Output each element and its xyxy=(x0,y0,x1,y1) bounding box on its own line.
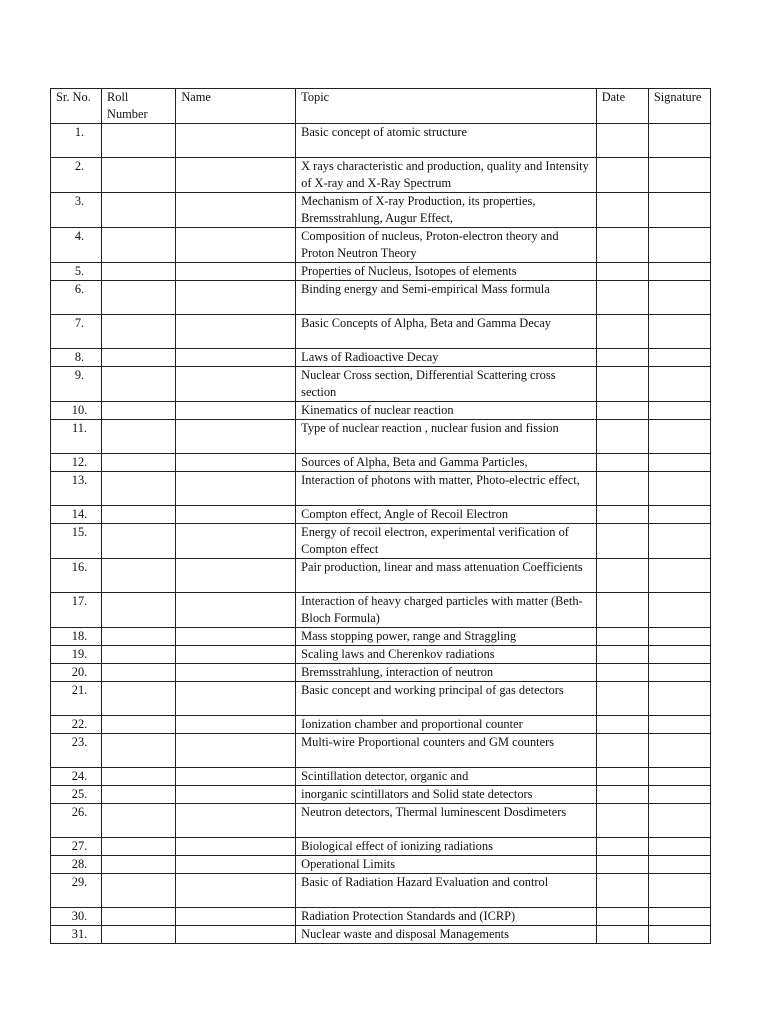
date-cell[interactable] xyxy=(596,454,648,472)
name-cell[interactable] xyxy=(176,524,296,559)
roll-number-cell[interactable] xyxy=(102,628,176,646)
roll-number-cell[interactable] xyxy=(102,768,176,786)
signature-cell[interactable] xyxy=(648,281,710,315)
topic-cell: Ionization chamber and proportional counter xyxy=(296,716,597,734)
date-cell[interactable] xyxy=(596,281,648,315)
roll-number-cell[interactable] xyxy=(102,402,176,420)
roll-number-cell[interactable] xyxy=(102,420,176,454)
name-cell[interactable] xyxy=(176,734,296,768)
signature-cell[interactable] xyxy=(648,716,710,734)
signature-cell[interactable] xyxy=(648,472,710,506)
table-row xyxy=(51,124,711,158)
topic-cell: Neutron detectors, Thermal luminescent Dosdimeters xyxy=(296,804,597,838)
roll-number-cell[interactable] xyxy=(102,908,176,926)
header-signature: Signature xyxy=(648,89,710,124)
roll-number-cell[interactable] xyxy=(102,281,176,315)
signature-cell[interactable] xyxy=(648,908,710,926)
signature-cell[interactable] xyxy=(648,664,710,682)
sr-no-cell: 24. xyxy=(51,768,102,786)
topic-cell: Composition of nucleus, Proton-electron theory and Proton Neutron Theory xyxy=(296,228,597,263)
date-cell[interactable] xyxy=(596,228,648,263)
sr-no-cell: 26. xyxy=(51,804,102,838)
sr-no-cell: 22. xyxy=(51,716,102,734)
name-cell[interactable] xyxy=(176,315,296,349)
header-row xyxy=(51,89,711,124)
table-row xyxy=(51,524,711,559)
name-cell[interactable] xyxy=(176,874,296,908)
topic-cell: Biological effect of ionizing radiations xyxy=(296,838,597,856)
name-cell[interactable] xyxy=(176,786,296,804)
date-cell[interactable] xyxy=(596,926,648,944)
sr-no-cell: 7. xyxy=(51,315,102,349)
signature-cell[interactable] xyxy=(648,856,710,874)
roll-number-cell[interactable] xyxy=(102,193,176,228)
roll-number-cell[interactable] xyxy=(102,682,176,716)
name-cell[interactable] xyxy=(176,506,296,524)
table-row xyxy=(51,559,711,593)
date-cell[interactable] xyxy=(596,315,648,349)
signature-cell[interactable] xyxy=(648,228,710,263)
sr-no-cell: 27. xyxy=(51,838,102,856)
signature-cell[interactable] xyxy=(648,593,710,628)
table-row xyxy=(51,716,711,734)
signature-cell[interactable] xyxy=(648,454,710,472)
roll-number-cell[interactable] xyxy=(102,646,176,664)
roll-number-cell[interactable] xyxy=(102,158,176,193)
table-row xyxy=(51,734,711,768)
header-roll-number: Roll Number xyxy=(102,89,176,124)
date-cell[interactable] xyxy=(596,402,648,420)
topic-cell: Binding energy and Semi-empirical Mass formula xyxy=(296,281,597,315)
topic-cell: Laws of Radioactive Decay xyxy=(296,349,597,367)
signature-cell[interactable] xyxy=(648,786,710,804)
signature-cell[interactable] xyxy=(648,768,710,786)
date-cell[interactable] xyxy=(596,124,648,158)
header-date: Date xyxy=(596,89,648,124)
date-cell[interactable] xyxy=(596,646,648,664)
signature-cell[interactable] xyxy=(648,402,710,420)
topic-cell: Radiation Protection Standards and (ICRP) xyxy=(296,908,597,926)
table-row xyxy=(51,856,711,874)
roll-number-cell[interactable] xyxy=(102,786,176,804)
date-cell[interactable] xyxy=(596,263,648,281)
roll-number-cell[interactable] xyxy=(102,228,176,263)
roll-number-cell[interactable] xyxy=(102,454,176,472)
roll-number-cell[interactable] xyxy=(102,124,176,158)
table-row xyxy=(51,768,711,786)
topic-cell: Mechanism of X-ray Production, its properties, Bremsstrahlung, Augur Effect, xyxy=(296,193,597,228)
signature-cell[interactable] xyxy=(648,926,710,944)
table-row xyxy=(51,472,711,506)
name-cell[interactable] xyxy=(176,158,296,193)
sr-no-cell: 3. xyxy=(51,193,102,228)
signature-cell[interactable] xyxy=(648,874,710,908)
date-cell[interactable] xyxy=(596,420,648,454)
table-row xyxy=(51,315,711,349)
topic-cell: Nuclear Cross section, Differential Scattering cross section xyxy=(296,367,597,402)
table-row xyxy=(51,786,711,804)
sr-no-cell: 8. xyxy=(51,349,102,367)
signature-cell[interactable] xyxy=(648,646,710,664)
name-cell[interactable] xyxy=(176,768,296,786)
name-cell[interactable] xyxy=(176,559,296,593)
date-cell[interactable] xyxy=(596,559,648,593)
sr-no-cell: 28. xyxy=(51,856,102,874)
topic-cell: Energy of recoil electron, experimental verification of Compton effect xyxy=(296,524,597,559)
table-row xyxy=(51,281,711,315)
table-row xyxy=(51,838,711,856)
date-cell[interactable] xyxy=(596,734,648,768)
sr-no-cell: 12. xyxy=(51,454,102,472)
table-row xyxy=(51,349,711,367)
sr-no-cell: 4. xyxy=(51,228,102,263)
roll-number-cell[interactable] xyxy=(102,856,176,874)
date-cell[interactable] xyxy=(596,193,648,228)
topic-cell: Basic concept of atomic structure xyxy=(296,124,597,158)
topic-cell: Interaction of photons with matter, Photo-electric effect, xyxy=(296,472,597,506)
header-sr-no: Sr. No. xyxy=(51,89,102,124)
signature-cell[interactable] xyxy=(648,263,710,281)
signature-cell[interactable] xyxy=(648,367,710,402)
table-row xyxy=(51,367,711,402)
table-row xyxy=(51,664,711,682)
date-cell[interactable] xyxy=(596,367,648,402)
name-cell[interactable] xyxy=(176,838,296,856)
sr-no-cell: 15. xyxy=(51,524,102,559)
topic-cell: Pair production, linear and mass attenuation Coefficients xyxy=(296,559,597,593)
signature-cell[interactable] xyxy=(648,804,710,838)
date-cell[interactable] xyxy=(596,158,648,193)
roll-number-cell[interactable] xyxy=(102,926,176,944)
roll-number-cell[interactable] xyxy=(102,472,176,506)
sr-no-cell: 1. xyxy=(51,124,102,158)
date-cell[interactable] xyxy=(596,908,648,926)
table-row xyxy=(51,593,711,628)
topic-cell: Operational Limits xyxy=(296,856,597,874)
roll-number-cell[interactable] xyxy=(102,263,176,281)
name-cell[interactable] xyxy=(176,856,296,874)
name-cell[interactable] xyxy=(176,454,296,472)
date-cell[interactable] xyxy=(596,856,648,874)
sr-no-cell: 16. xyxy=(51,559,102,593)
roll-number-cell[interactable] xyxy=(102,506,176,524)
table-row xyxy=(51,926,711,944)
roll-number-cell[interactable] xyxy=(102,349,176,367)
sr-no-cell: 5. xyxy=(51,263,102,281)
table-row xyxy=(51,682,711,716)
sr-no-cell: 6. xyxy=(51,281,102,315)
topic-cell: X rays characteristic and production, quality and Intensity of X-ray and X-Ray Spectrum xyxy=(296,158,597,193)
header-name: Name xyxy=(176,89,296,124)
roll-number-cell[interactable] xyxy=(102,664,176,682)
date-cell[interactable] xyxy=(596,593,648,628)
sr-no-cell: 2. xyxy=(51,158,102,193)
name-cell[interactable] xyxy=(176,349,296,367)
sr-no-cell: 19. xyxy=(51,646,102,664)
signature-cell[interactable] xyxy=(648,124,710,158)
sr-no-cell: 17. xyxy=(51,593,102,628)
roll-number-cell[interactable] xyxy=(102,559,176,593)
topic-cell: Compton effect, Angle of Recoil Electron xyxy=(296,506,597,524)
signature-cell[interactable] xyxy=(648,420,710,454)
date-cell[interactable] xyxy=(596,349,648,367)
table-row xyxy=(51,646,711,664)
roll-number-cell[interactable] xyxy=(102,593,176,628)
signature-cell[interactable] xyxy=(648,193,710,228)
topic-cell: Properties of Nucleus, Isotopes of elements xyxy=(296,263,597,281)
date-cell[interactable] xyxy=(596,664,648,682)
name-cell[interactable] xyxy=(176,628,296,646)
date-cell[interactable] xyxy=(596,786,648,804)
signature-cell[interactable] xyxy=(648,315,710,349)
name-cell[interactable] xyxy=(176,228,296,263)
name-cell[interactable] xyxy=(176,804,296,838)
sr-no-cell: 29. xyxy=(51,874,102,908)
sr-no-cell: 31. xyxy=(51,926,102,944)
sr-no-cell: 10. xyxy=(51,402,102,420)
table-row xyxy=(51,804,711,838)
signature-cell[interactable] xyxy=(648,682,710,716)
sr-no-cell: 23. xyxy=(51,734,102,768)
table-row xyxy=(51,506,711,524)
topic-cell: Mass stopping power, range and Straggling xyxy=(296,628,597,646)
date-cell[interactable] xyxy=(596,472,648,506)
date-cell[interactable] xyxy=(596,506,648,524)
roll-number-cell[interactable] xyxy=(102,367,176,402)
name-cell[interactable] xyxy=(176,402,296,420)
sr-no-cell: 30. xyxy=(51,908,102,926)
signature-cell[interactable] xyxy=(648,349,710,367)
date-cell[interactable] xyxy=(596,874,648,908)
table-row xyxy=(51,158,711,193)
name-cell[interactable] xyxy=(176,664,296,682)
table-row xyxy=(51,193,711,228)
name-cell[interactable] xyxy=(176,281,296,315)
table-row xyxy=(51,628,711,646)
topic-cell: Bremsstrahlung, interaction of neutron xyxy=(296,664,597,682)
roll-number-cell[interactable] xyxy=(102,734,176,768)
date-cell[interactable] xyxy=(596,682,648,716)
topic-cell: Kinematics of nuclear reaction xyxy=(296,402,597,420)
date-cell[interactable] xyxy=(596,768,648,786)
table-row xyxy=(51,908,711,926)
table-row xyxy=(51,263,711,281)
name-cell[interactable] xyxy=(176,682,296,716)
topic-cell: Basic of Radiation Hazard Evaluation and control xyxy=(296,874,597,908)
signature-cell[interactable] xyxy=(648,158,710,193)
date-cell[interactable] xyxy=(596,838,648,856)
roll-number-cell[interactable] xyxy=(102,716,176,734)
name-cell[interactable] xyxy=(176,367,296,402)
name-cell[interactable] xyxy=(176,926,296,944)
roll-number-cell[interactable] xyxy=(102,315,176,349)
name-cell[interactable] xyxy=(176,263,296,281)
roll-number-cell[interactable] xyxy=(102,524,176,559)
topic-cell: Basic Concepts of Alpha, Beta and Gamma Decay xyxy=(296,315,597,349)
signature-cell[interactable] xyxy=(648,838,710,856)
sr-no-cell: 13. xyxy=(51,472,102,506)
topic-cell: inorganic scintillators and Solid state detectors xyxy=(296,786,597,804)
topic-cell: Interaction of heavy charged particles with matter (Beth-Bloch Formula) xyxy=(296,593,597,628)
topic-cell: Type of nuclear reaction , nuclear fusion and fission xyxy=(296,420,597,454)
topic-cell: Sources of Alpha, Beta and Gamma Particles, xyxy=(296,454,597,472)
table-row xyxy=(51,402,711,420)
topic-cell: Nuclear waste and disposal Managements xyxy=(296,926,597,944)
topic-cell: Basic concept and working principal of gas detectors xyxy=(296,682,597,716)
roll-number-cell[interactable] xyxy=(102,838,176,856)
sr-no-cell: 9. xyxy=(51,367,102,402)
sr-no-cell: 25. xyxy=(51,786,102,804)
date-cell[interactable] xyxy=(596,524,648,559)
sr-no-cell: 18. xyxy=(51,628,102,646)
name-cell[interactable] xyxy=(176,716,296,734)
signature-cell[interactable] xyxy=(648,734,710,768)
name-cell[interactable] xyxy=(176,908,296,926)
table-row xyxy=(51,228,711,263)
header-topic: Topic xyxy=(296,89,597,124)
roll-number-cell[interactable] xyxy=(102,804,176,838)
name-cell[interactable] xyxy=(176,472,296,506)
sr-no-cell: 14. xyxy=(51,506,102,524)
date-cell[interactable] xyxy=(596,628,648,646)
sr-no-cell: 20. xyxy=(51,664,102,682)
table-row xyxy=(51,420,711,454)
signature-cell[interactable] xyxy=(648,506,710,524)
name-cell[interactable] xyxy=(176,420,296,454)
sr-no-cell: 11. xyxy=(51,420,102,454)
topic-cell: Multi-wire Proportional counters and GM counters xyxy=(296,734,597,768)
sr-no-cell: 21. xyxy=(51,682,102,716)
date-cell[interactable] xyxy=(596,716,648,734)
table-row xyxy=(51,454,711,472)
date-cell[interactable] xyxy=(596,804,648,838)
signature-cell[interactable] xyxy=(648,524,710,559)
table-row xyxy=(51,874,711,908)
name-cell[interactable] xyxy=(176,193,296,228)
attendance-table xyxy=(50,88,711,944)
roll-number-cell[interactable] xyxy=(102,874,176,908)
name-cell[interactable] xyxy=(176,646,296,664)
signature-cell[interactable] xyxy=(648,628,710,646)
name-cell[interactable] xyxy=(176,593,296,628)
topic-cell: Scaling laws and Cherenkov radiations xyxy=(296,646,597,664)
signature-cell[interactable] xyxy=(648,559,710,593)
name-cell[interactable] xyxy=(176,124,296,158)
topic-cell: Scintillation detector, organic and xyxy=(296,768,597,786)
